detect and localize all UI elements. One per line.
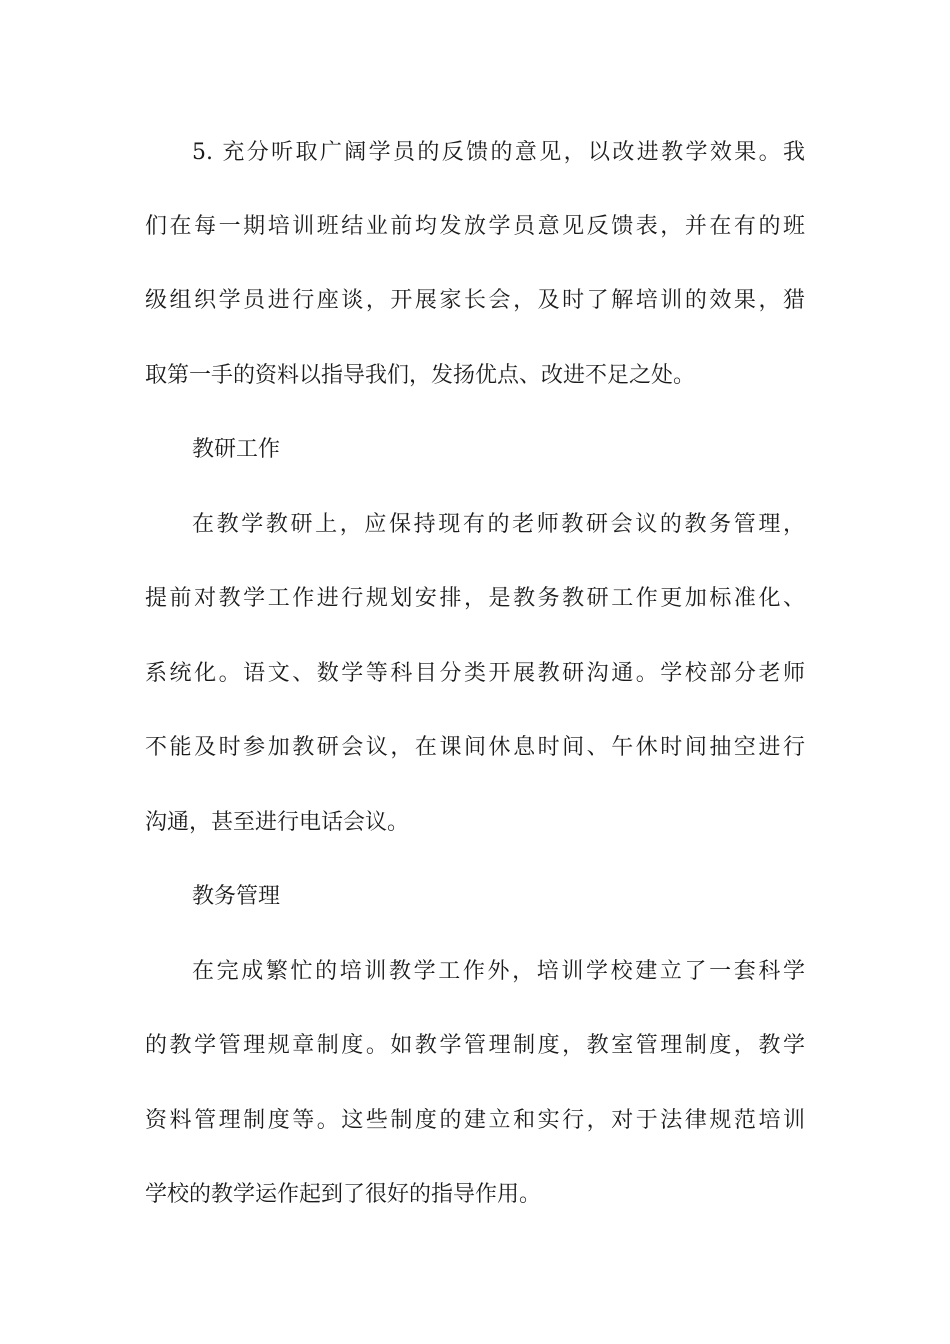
- paragraph-feedback-line-4: 取第一手的资料以指导我们，发扬优点、改进不足之处。: [145, 363, 696, 388]
- paragraph-admin-line-2: 的教学管理规章制度。如教学管理制度，教室管理制度，教学: [145, 1033, 805, 1058]
- paragraph-admin-line-1: 在完成繁忙的培训教学工作外，培训学校建立了一套科学: [192, 959, 805, 984]
- paragraph-feedback-line-2: 们在每一期培训班结业前均发放学员意见反馈表，并在有的班: [145, 214, 805, 239]
- section-heading-admin: 教务管理: [192, 884, 281, 909]
- section-heading-research: 教研工作: [192, 437, 281, 462]
- paragraph-research-line-2: 提前对教学工作进行规划安排，是教务教研工作更加标准化、: [145, 586, 805, 611]
- paragraph-admin-line-4: 学校的教学运作起到了很好的指导作用。: [145, 1182, 542, 1207]
- paragraph-research-line-3: 系统化。语文、数学等科目分类开展教研沟通。学校部分老师: [145, 661, 805, 686]
- paragraph-research-line-4: 不能及时参加教研会议，在课间休息时间、午休时间抽空进行: [145, 735, 805, 760]
- paragraph-research-line-1: 在教学教研上，应保持现有的老师教研会议的教务管理，: [192, 512, 805, 537]
- paragraph-feedback-line-1: 5. 充分听取广阔学员的反馈的意见，以改进教学效果。我: [192, 140, 805, 165]
- paragraph-feedback-line-3: 级组织学员进行座谈，开展家长会，及时了解培训的效果，猎: [145, 288, 805, 313]
- paragraph-research-line-5: 沟通，甚至进行电话会议。: [145, 810, 410, 835]
- paragraph-admin-line-3: 资料管理制度等。这些制度的建立和实行，对于法律规范培训: [145, 1108, 805, 1133]
